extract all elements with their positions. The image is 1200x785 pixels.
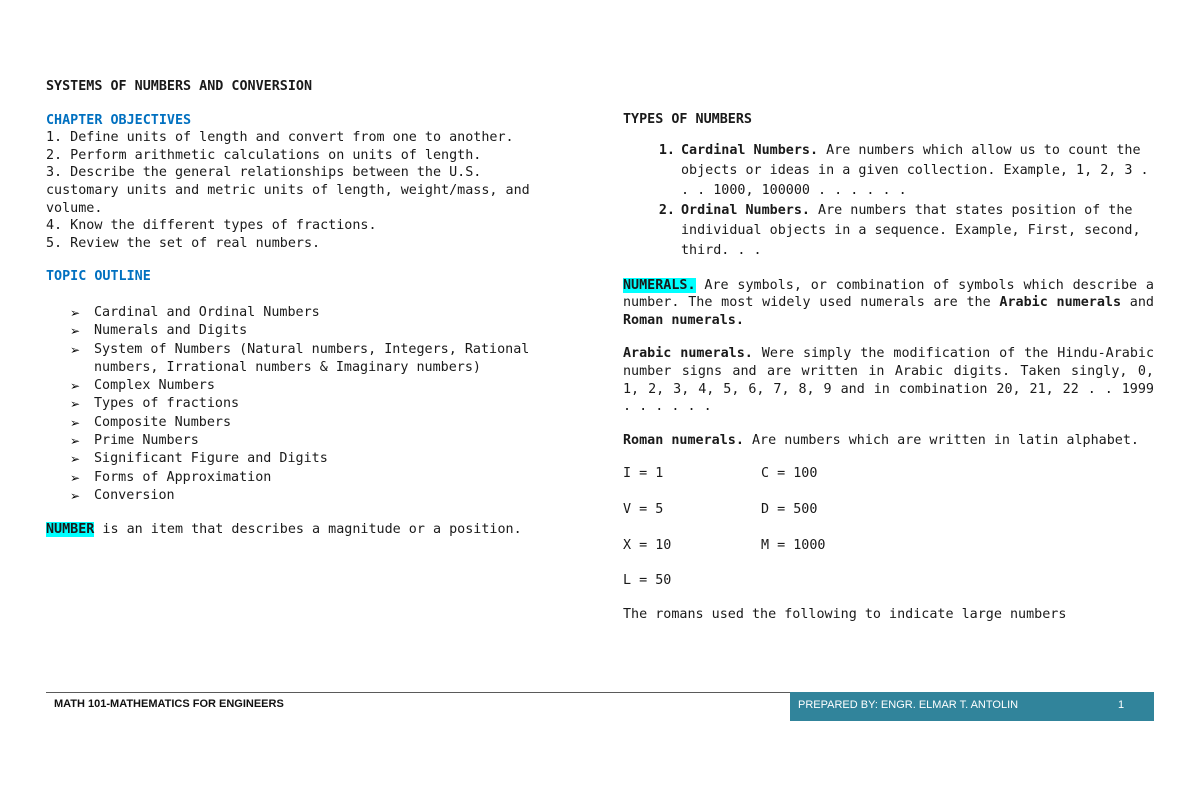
- list-item: 2. Ordinal Numbers. Are numbers that states position of the individual objects in a sequence. Example, First, second, third. . .: [658, 202, 1141, 258]
- arrow-bullet-icon: ➢: [70, 415, 81, 430]
- list-item: ➢ Significant Figure and Digits: [46, 450, 556, 468]
- list-item: ➢ Cardinal and Ordinal Numbers: [46, 304, 556, 322]
- roman-value: D = 500: [761, 501, 818, 517]
- roman-value: L = 50: [623, 573, 672, 589]
- topic-outline-heading: TOPIC OUTLINE: [46, 269, 151, 285]
- arrow-bullet-icon: ➢: [70, 379, 81, 394]
- arrow-bullet-icon: ➢: [70, 488, 81, 503]
- roman-values-grid: [623, 465, 1154, 589]
- topic-outline-list: [46, 304, 556, 505]
- roman-value: [761, 572, 961, 590]
- chapter-objectives-heading: CHAPTER OBJECTIVES: [46, 112, 192, 128]
- right-column: [623, 111, 1154, 623]
- arabic-numerals-paragraph: Arabic numerals. Were simply the modification of the Hindu-Arabic number signs and are written in Arabic digits. Taken singly, 0, 1, 2, 3, 4, 5, 6, 7, 8, 9 and in combination 20, 21, 22 . . 1999 . . . . . .: [623, 346, 1155, 415]
- arrow-bullet-icon: ➢: [70, 324, 81, 339]
- arrow-bullet-icon: ➢: [70, 470, 81, 485]
- arrow-bullet-icon: ➢: [70, 452, 81, 467]
- list-item: ➢ Conversion: [46, 487, 556, 505]
- list-item: ➢ Prime Numbers: [46, 432, 556, 450]
- roman-value: I = 1: [623, 466, 664, 482]
- arrow-bullet-icon: ➢: [70, 434, 81, 449]
- roman-value: C = 100: [761, 466, 818, 482]
- footer-course: MATH 101-MATHEMATICS FOR ENGINEERS: [54, 698, 284, 710]
- objective-item: 2. Perform arithmetic calculations on units of length.: [46, 147, 482, 163]
- list-item: ➢ Types of fractions: [46, 395, 556, 413]
- numerals-paragraph: NUMERALS. Are symbols, or combination of symbols which describe a number. The most widely used numerals are the Arabic numerals and Roman numerals.: [623, 277, 1154, 328]
- numerals-term: NUMERALS.: [623, 277, 696, 293]
- list-item: 1. Cardinal Numbers. Are numbers which allow us to count the objects or ideas in a given collection. Example, 1, 2, 3 . . . 1000, 100000 . . . . . .: [658, 142, 1149, 198]
- arrow-bullet-icon: ➢: [70, 397, 81, 412]
- document-title: SYSTEMS OF NUMBERS AND CONVERSION: [46, 79, 313, 94]
- arrow-bullet-icon: ➢: [70, 342, 81, 357]
- large-numbers-text: The romans used the following to indicate large numbers: [623, 606, 1067, 622]
- list-item: ➢ System of Numbers (Natural numbers, Integers, Rational numbers, Irrational numbers & Imaginary numbers): [46, 341, 556, 378]
- objective-item: 1. Define units of length and convert from one to another.: [46, 130, 514, 146]
- left-column: [46, 78, 556, 539]
- objective-item: 5. Review the set of real numbers.: [46, 235, 321, 251]
- page-number: 1: [1118, 699, 1125, 711]
- roman-value: M = 1000: [761, 537, 826, 553]
- objective-item: 4. Know the different types of fractions.: [46, 218, 377, 234]
- types-of-numbers-heading: TYPES OF NUMBERS: [623, 112, 752, 127]
- footer-band: [790, 692, 1154, 721]
- list-item: ➢ Complex Numbers: [46, 377, 556, 395]
- number-definition: NUMBER is an item that describes a magnitude or a position.: [46, 522, 522, 538]
- list-item: ➢ Forms of Approximation: [46, 469, 556, 487]
- roman-value: V = 5: [623, 501, 664, 517]
- list-item: ➢ Composite Numbers: [46, 414, 556, 432]
- roman-numerals-paragraph: Roman numerals. Are numbers which are written in latin alphabet.: [623, 432, 1139, 448]
- footer-prepared-by: PREPARED BY: ENGR. ELMAR T. ANTOLIN: [798, 699, 1019, 711]
- objective-item: 3. Describe the general relationships between the U.S. customary units and metric units of length, weight/mass, and volume.: [46, 165, 530, 216]
- objectives-list: [46, 129, 556, 252]
- number-term: NUMBER: [46, 522, 95, 538]
- list-item: ➢ Numerals and Digits: [46, 322, 556, 340]
- arrow-bullet-icon: ➢: [70, 305, 81, 320]
- types-list: [623, 141, 1154, 261]
- roman-value: X = 10: [623, 537, 672, 553]
